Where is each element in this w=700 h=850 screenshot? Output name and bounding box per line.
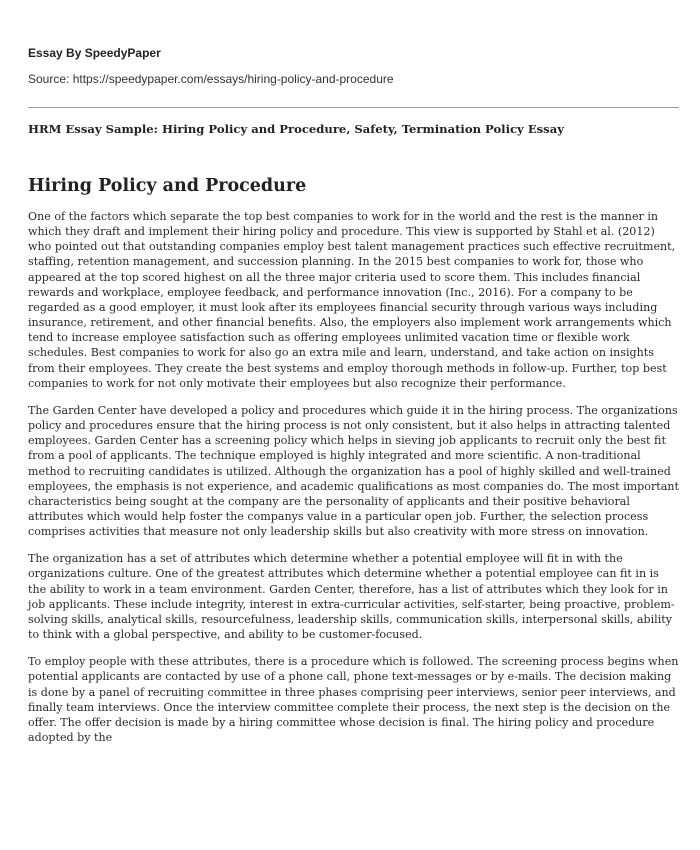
paragraph-1: One of the factors which separate the top best companies to work for in the world and the rest is the manner in which they draft and implement their hiring policy and procedure. This view is supported by Stahl et al. (2012) who pointed out that outstanding companies employ best talent management practices such effective recruitment, staffing, retention management, and succession planning. In the 2015 best companies to work for, those who appeared at the top scored highest on all the three major criteria used to score them. This includes financial rewards and workplace, employee feedback, and performance innovation (Inc., 2016). For a company to be regarded as a good employer, it must look after its employees financial security through various ways including insurance, retirement, and other financial benefits. Also, the employers also implement work arrangements which tend to increase employee satisfaction such as offering employees unlimited vacation time or flexible work schedules. Best companies to work for also go an extra mile and learn, understand, and take action on insights from their employees. They create the best systems and employ thorough methods in follow-up. Further, top best companies to work for not only motivate their employees but also recognize their performance. bbox=[28, 210, 676, 390]
paragraph-4: To employ people with these attributes, there is a procedure which is followed. The screening process begins when potential applicants are contacted by use of a phone call, phone text-messages or by e-mails. The decision making is done by a panel of recruiting committee in three phases comprising peer interviews, senior peer interviews, and finally team interviews. Once the interview committee complete their process, the next step is the decision on the offer. The offer decision is made by a hiring committee whose decision is final. The hiring policy and procedure adopted by the bbox=[28, 655, 679, 744]
essay-body bbox=[28, 176, 679, 757]
source-line bbox=[28, 72, 394, 86]
source-url: https://speedypaper.com/essays/hiring-policy-and-procedure bbox=[72, 72, 394, 86]
paragraph-3: The organization has a set of attributes which determine whether a potential employee will fit in with the organizations culture. One of the greatest attributes which determine whether a potential employee can fit in is the ability to work in a team environment. Garden Center, therefore, has a list of attributes which they look for in job applicants. These include integrity, interest in extra-curricular activities, self-starter, being proactive, problem-solving skills, analytical skills, resourcefulness, leadership skills, communication skills, interpersonal skills, ability to think with a global perspective, and ability to be customer-focused. bbox=[28, 552, 675, 642]
section-title: Hiring Policy and Procedure bbox=[28, 176, 307, 196]
essay-heading: HRM Essay Sample: Hiring Policy and Procedure, Safety, Termination Policy Essay bbox=[28, 122, 564, 136]
paragraph-2: The Garden Center have developed a policy and procedures which guide it in the hiring process. The organizations policy and procedures ensure that the hiring process is not only consistent, but it also helps in attracting talented employees. Garden Center has a screening policy which helps in sieving job applicants to recruit only the best fit from a pool of applicants. The technique employed is highly integrated and more scientific. A non-traditional method to recruiting candidates is utilized. Although the organization has a pool of highly skilled and well-trained employees, the emphasis is not experience, and academic qualifications as most companies do. The most important characteristics being sought at the company are the personality of applicants and their positive behavioral attributes which would help foster the companys value in a particular open job. Further, the selection process comprises activities that measure not only leadership skills but also creativity with more stress on innovation. bbox=[28, 403, 679, 539]
brand-title: Essay By SpeedyPaper bbox=[28, 46, 161, 60]
header-divider bbox=[28, 107, 679, 108]
source-label: Source: bbox=[28, 72, 70, 86]
